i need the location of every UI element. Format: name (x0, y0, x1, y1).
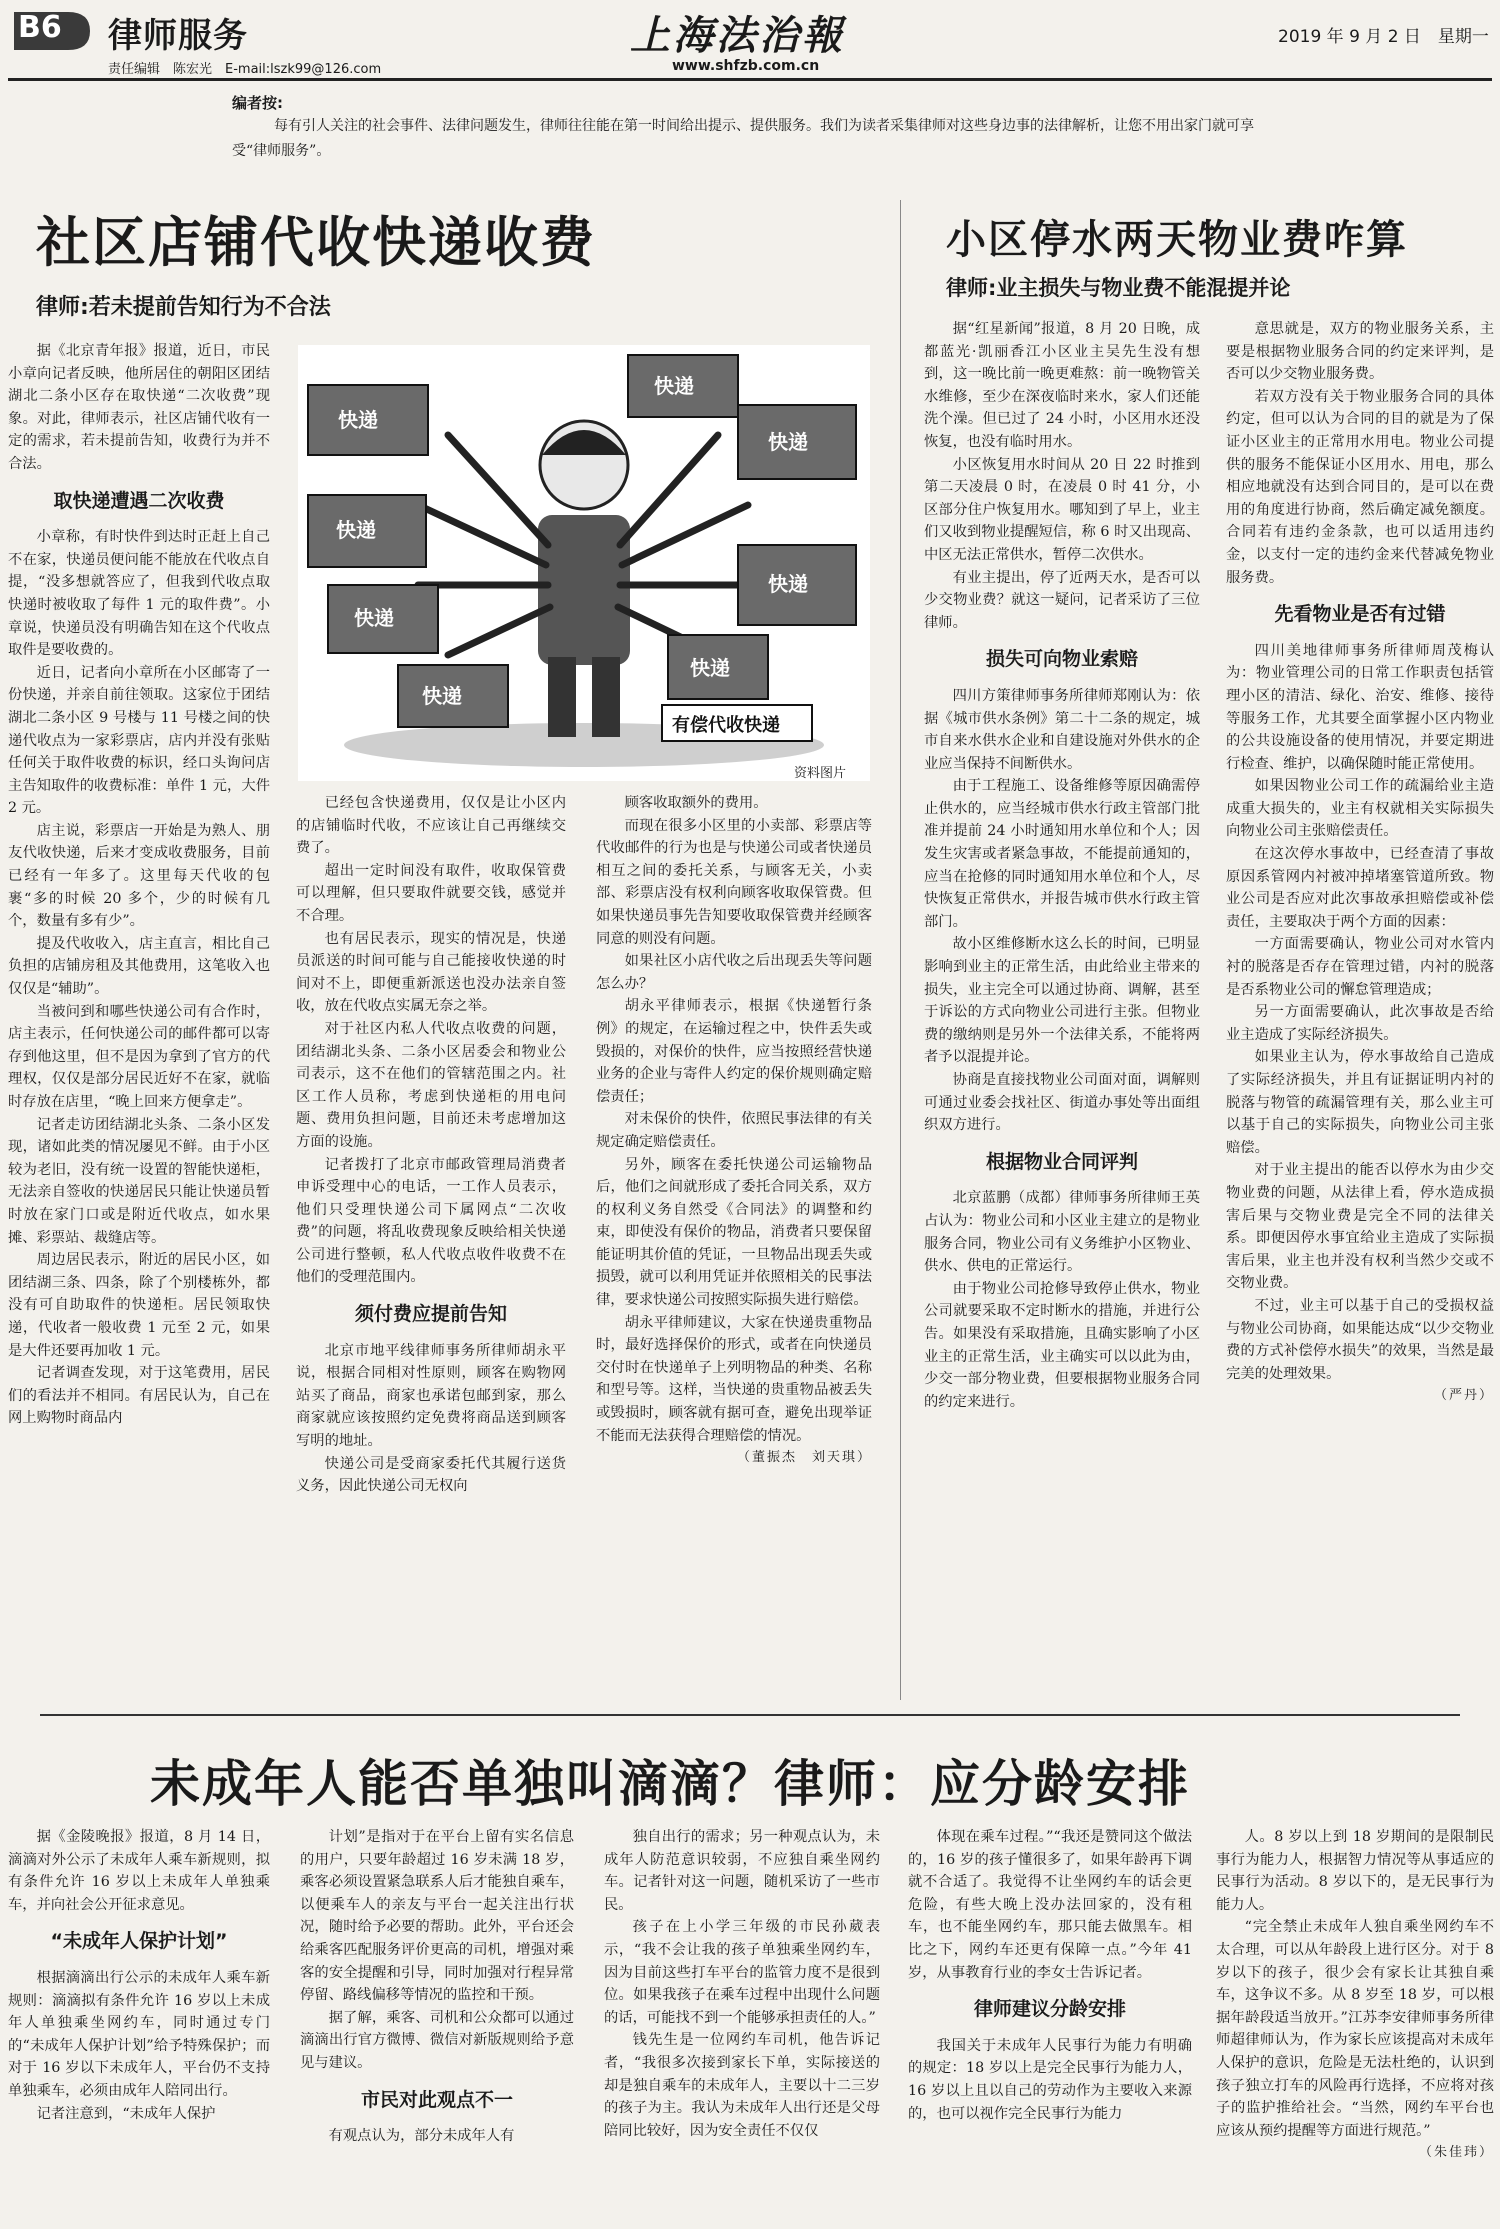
paragraph: 若双方没有关于物业服务合同的具体约定，但可以认为合同的目的就是为了保证小区业主的正常用水用电。物业公司提供的服务不能保证小区用水、用电，那么相应地就没有达到合同目的，是可以在费用的角度进行协商，然后确定减免额度。合同若有违约金条款，也可以适用违约金，以支付一定的违约金来代替减免物业服务费。 (1226, 388, 1494, 586)
article2-title: 小区停水两天物业费咋算 (946, 217, 1408, 263)
issue-date: 2019 年 9 月 2 日 星期一 (1278, 27, 1489, 47)
sign-label: 有偿代收快递 (672, 715, 780, 736)
section-subhead: 根据物业合同评判 (985, 1150, 1138, 1173)
article2-col2 (1226, 318, 1494, 1704)
paragraph: 孩子在上小学三年级的市民孙葳表示，“我不会让我的孩子单独乘坐网约车，因为目前这些打车平台的监管力度不是很到位。如果我孩子在乘车过程中出现什么问题的话，可能找不到一个能够承担责任的人。” (604, 1919, 880, 2026)
paragraph: 记者注意到，“未成年人保护 (36, 2105, 216, 2122)
column-divider (900, 200, 901, 1700)
parcel-label: 快递 (690, 656, 730, 680)
paragraph: 已经包含快递费用，仅仅是让小区内的店铺临时代收，不应该让自己再继续交费了。 (296, 795, 566, 857)
section-divider (40, 1714, 1460, 1716)
paragraph: 有业主提出，停了近两天水，是否可以少交物业费？就这一疑问，记者采访了三位律师。 (924, 569, 1200, 631)
paragraph: 据《北京青年报》报道，近日，市民小章向记者反映，他所居住的朝阳区团结湖北二条小区存在取快递“二次收费”现象。对此，律师表示，社区店铺代收有一定的需求，若未提前告知，收费行为并不合法。 (8, 343, 270, 472)
section-subhead: 律师建议分龄安排 (973, 1998, 1126, 2021)
paragraph: 小区恢复用水时间从 20 日 22 时推到第二天凌晨 0 时，在凌晨 0 时 41 分，小区部分住户恢复用水。哪知到了早上，业主们又收到物业提醒短信，称 6 时又出现高、中区无法正常供水，暂停二次供水。 (924, 456, 1200, 563)
article1-col3 (596, 792, 872, 1700)
paragraph: 如果业主认为，停水事故给自己造成了实际经济损失，并且有证据证明内衬的脱落与物管的疏漏管理有关，那么业主可以基于自己的实际损失，向物业公司主张赔偿。 (1226, 1049, 1494, 1156)
editor-note-label: 编者按: (232, 94, 283, 112)
paragraph: 而现在很多小区里的小卖部、彩票店等代收邮件的行为也是与快递公司或者快递员相互之间的委托关系，与顾客无关，小卖部、彩票店没有权利向顾客收取保管费。但如果快递员事先告知要收取保管费并经顾客同意的则没有问题。 (596, 817, 872, 947)
article3-col2 (300, 1826, 574, 2224)
paragraph: 记者走访团结湖北头条、二条小区发现，诸如此类的情况屡见不鲜。由于小区较为老旧，没有统一设置的智能快递柜，无法亲自签收的快递居民只能让快递员暂时放在家门口或是附近代收点，如水果摊、彩票站、裁缝店等。 (8, 1116, 270, 1246)
paragraph: 北京蓝鹏（成都）律师事务所律师王英占认为：物业公司和小区业主建立的是物业服务合同，物业公司有义务维护小区物业、供水、供电的正常运行。 (924, 1190, 1200, 1275)
article1-title: 社区店铺代收快递收费 (36, 211, 596, 274)
article3-title: 未成年人能否单独叫滴滴？律师：应分龄安排 (150, 1755, 1190, 1813)
article1-col2 (296, 792, 566, 1700)
paragraph: 提及代收收入，店主直言，相比自己负担的店铺房租及其他费用，这笔收入也仅仅是“辅助”。 (8, 935, 270, 998)
image-caption: 资料图片 (794, 766, 847, 781)
paragraph: 小章称，有时快件到达时正赶上自己不在家，快递员便问能不能放在代收点自提，“没多想就答应了，但我到代收点取快递时被收取了每件 1 元的取件费”。小章说，快递员没有明确告知在这个代收点取件是要收费的。 (8, 529, 270, 659)
article1-illustration (298, 345, 870, 781)
article1-col1 (8, 340, 270, 1700)
section-subhead: 取快递遭遇二次收费 (53, 489, 225, 512)
paragraph: 近日，记者向小章所在小区邮寄了一份快递，并亲自前往领取。这家位于团结湖北二条小区 9 号楼与 11 号楼之间的快递代收点为一家彩票店，店内并没有张贴任何关于取件收费的标识，经口头询问店主告知取件的收费标准：单件 1 元，大件 2 元。 (8, 664, 270, 817)
paragraph: 另外，顾客在委托快递公司运输物品后，他们之间就形成了委托合同关系，双方的权利义务自然受《合同法》的调整和约束，即使没有保价的物品，消费者只要保留能证明其价值的凭证，一旦物品出现丢失或损毁，就可以利用凭证并依照相关的民事法律，要求快递公司按照实际损失进行赔偿。 (596, 1156, 872, 1309)
paragraph: 故小区维修断水这么长的时间，已明显影响到业主的正常生活，由此给业主带来的损失，业主完全可以通过协商、调解，甚至于诉讼的方式向物业公司进行主张。但物业费的缴纳则是另外一个法律关系，不能将两者予以混提并论。 (924, 936, 1200, 1066)
section-subhead: 须付费应提前告知 (354, 1303, 507, 1326)
paragraph: 如果社区小店代收之后出现丢失等问题怎么办？ (596, 953, 872, 992)
paragraph: 由于物业公司抢修导致停止供水，物业公司就要采取不定时断水的措施，并进行公告。如果没有采取措施，且确实影响了小区业主的正常生活，业主确实可以以此为由，少交一部分物业费，但要根据物业服务合同的约定来进行。 (924, 1280, 1200, 1410)
section-subhead: 损失可向物业索赔 (985, 648, 1138, 671)
article3-col5 (1216, 1826, 1494, 2224)
paragraph: 有观点认为，部分未成年人有 (328, 2128, 515, 2145)
paragraph: 如果因物业公司工作的疏漏给业主造成重大损失的，业主有权就相关实际损失向物业公司主张赔偿责任。 (1226, 778, 1494, 840)
paragraph: 体现在乘车过程。”“我还是赞同这个做法的，16 岁的孩子懂很多了，如果年龄再下调就不合适了。我觉得不让坐网约车的话会更危险，有些大晚上没办法回家的，没有租车，也不能坐网约车，那只能去做黑车。相比之下，网约车还更有保障一点。”今年 41 岁，从事教育行业的李女士告诉记者。 (908, 1829, 1192, 1981)
paragraph: 钱先生是一位网约车司机，他告诉记者，“我很多次接到家长下单，实际接送的却是独自乘车的未成年人，主要以十二三岁的孩子为主。我认为未成年人出行还是父母陪同比较好，因为安全责任不仅仅 (604, 2032, 880, 2139)
paragraph: 四川方策律师事务所律师郑刚认为：依据《城市供水条例》第二十二条的规定，城市自来水供水企业和自建设施对外供水的企业应当保持不间断供水。 (924, 687, 1200, 772)
paragraph: 对未保价的快件，依照民事法律的有关规定确定赔偿责任。 (596, 1111, 872, 1150)
section-subhead: 先看物业是否有过错 (1274, 603, 1446, 626)
paragraph: 另一方面需要确认，此次事故是否给业主造成了实际经济损失。 (1226, 1004, 1494, 1043)
paragraph: 店主说，彩票店一开始是为熟人、朋友代收快递，后来才变成收费服务，目前已经有一年多了。这里每天代收的包裹“多的时候 20 多个，少的时候有几个，数量有多有少”。 (8, 822, 270, 930)
section-title: 律师服务 (108, 16, 248, 56)
paragraph: 意思就是，双方的物业服务关系，主要是根据物业服务合同的约定来评判，是否可以少交物业服务费。 (1226, 321, 1494, 383)
paragraph: 快递公司是受商家委托代其履行送货义务，因此快递公司无权向 (296, 1455, 566, 1495)
article3-col1 (8, 1826, 270, 2224)
paragraph: 记者拨打了北京市邮政管理局消费者申诉受理中心的电话，一工作人员表示，他们只受理快递公司下属网点“二次收费”的问题，将乱收费现象反映给相关快递公司进行整顿，私人代收点收件收费不在他们的受理范围内。 (296, 1156, 566, 1286)
parcel-label: 快递 (422, 684, 462, 708)
byline: （严丹） (1433, 1388, 1494, 1404)
editor-note-text: 每有引人关注的社会事件、法律问题发生，律师往往能在第一时间给出提示、提供服务。我们为读者采集律师对这些身边事的法律解析，让您不用出家门就可享受“律师服务”。 (232, 118, 1254, 159)
editor-line: 责任编辑 陈宏光 E-mail:lszk99@126.com (108, 62, 382, 77)
paragraph: 记者调查发现，对于这笔费用，居民们的看法并不相同。有居民认为，自己在网上购物时商品内 (8, 1365, 270, 1427)
paragraph: 顾客收取额外的费用。 (624, 795, 768, 811)
parcel-label: 快递 (768, 430, 808, 454)
header-rule (8, 78, 1492, 81)
paragraph: 周边居民表示，附近的居民小区，如团结湖三条、四条，除了个别楼栋外，都没有可自助取件的快递柜。居民领取快递，代收者一般收费 1 元至 2 元，如果是大件还要再加收 1 元。 (8, 1252, 270, 1359)
paragraph: 一方面需要确认，物业公司对水管内衬的脱落是否存在管理过错，内衬的脱落是否系物业公司的懈怠管理造成； (1226, 936, 1494, 998)
page-badge-label: B6 (18, 10, 62, 45)
paragraph: 据“红星新闻”报道，8 月 20 日晚，成都蓝光·凯丽香江小区业主吴先生没有想到，这一晚比前一晚更难熬：前一晚物管关水维修，至少在深夜临时来水，家人们还能洗个澡。但已过了 24 小时，小区用水还没恢复，也没有临时用水。 (924, 321, 1200, 450)
paragraph: 当被问到和哪些快递公司有合作时，店主表示，任何快递公司的邮件都可以寄存到他这里，但不是因为拿到了官方的代理权，仅仅是部分居民近好不在家，就临时存放在店里，“晚上回来方便拿走”。 (8, 1003, 270, 1110)
page-badge (8, 6, 92, 50)
paragraph: “完全禁止未成年人独自乘坐网约车不太合理，可以从年龄段上进行区分。对于 8 岁以下的孩子，很少会有家长让其独自乘车，这争议不多。从 8 岁至 18 岁，可以根据年龄段适当放开。”江苏李安律师事务所律师超律师认为，作为家长应该提高对未成年人保护的意识，危险是无法杜绝的，认识到孩子独立打车的风险再行选择，不应将对孩子的监护推给社会。“当然，网约车平台也应该从预约提醒等方面进行规范。” (1216, 1919, 1494, 2139)
parcel-label: 快递 (654, 374, 694, 398)
paragraph: 我国关于未成年人民事行为能力有明确的规定：18 岁以上是完全民事行为能力人，16 岁以上且以自己的劳动作为主要收入来源的，也可以视作完全民事行为能力 (908, 2037, 1192, 2122)
byline: （朱佳玮） (1418, 2145, 1494, 2161)
paragraph: 协商是直接找物业公司面对面，调解则可通过业委会找社区、街道办事处等出面组织双方进行。 (924, 1072, 1200, 1134)
section-subhead: 市民对此观点不一 (360, 2088, 513, 2111)
parcel-label: 快递 (768, 572, 808, 596)
paragraph: 超出一定时间没有取件，收取保管费可以理解，但只要取件就要交钱，感觉并不合理。 (296, 862, 566, 924)
paragraph: 也有居民表示，现实的情况是，快递员派送的时间可能与自己能接收快递的时间对不上，即便重新派送也没办法亲自签收，放在代收点实属无奈之举。 (296, 930, 566, 1015)
paragraph: 在这次停水事故中，已经查清了事故原因系管网内衬被冲掉堵塞管道所致。物业公司是否应对此次事故承担赔偿或补偿责任，主要取决于两个方面的因素： (1226, 846, 1494, 930)
paragraph: 北京市地平线律师事务所律师胡永平说，根据合同相对性原则，顾客在购物网站买了商品，商家也承诺包邮到家，那么商家就应该按照约定免费将商品送到顾客写明的地址。 (296, 1342, 566, 1450)
paragraph: 人。8 岁以上到 18 岁期间的是限制民事行为能力人，根据智力情况等从事适应的民事行为活动。8 岁以下的，是无民事行为能力人。 (1216, 1829, 1494, 1913)
section-subhead: “未成年人保护计划” (50, 1930, 228, 1953)
paragraph: 独自出行的需求；另一种观点认为，未成年人防范意识较弱，不应独自乘坐网约车。记者针对这一问题，随机采访了一些市民。 (604, 1829, 880, 1913)
site-url[interactable]: www.shfzb.com.cn (672, 58, 820, 74)
paragraph: 计划”是指对于在平台上留有实名信息的用户，只要年龄超过 16 岁未满 18 岁，乘客必须设置紧急联系人后才能独自乘车，以便乘车人的亲友与平台一起关注出行状况，随时给予必要的帮助。此外，平台还会给乘客匹配服务评价更高的司机，增强对乘客的安全提醒和引导，同时加强对行程异常停留、路线偏移等情况的监控和干预。 (300, 1829, 574, 2004)
courier-cartoon (298, 345, 870, 781)
masthead: 上海法治報 (630, 12, 845, 59)
paragraph: 对于业主提出的能否以停水为由少交物业费的问题，从法律上看，停水造成损害后果与交物业费是完全不同的法律关系。即便因停水事宜给业主造成了实际损害后果，业主也并没有权利当然少交或不交物业费。 (1226, 1162, 1494, 1292)
paragraph: 据了解，乘客、司机和公众都可以通过滴滴出行官方微博、微信对新版规则给予意见与建议。 (300, 2009, 574, 2071)
article2-subtitle: 律师:业主损失与物业费不能混提并论 (946, 276, 1291, 300)
paragraph: 根据滴滴出行公示的未成年人乘车新规则：滴滴拟有条件允许 16 岁以上未成年人单独乘坐网约车，同时通过专门的“未成年人保护计划”给予特殊保护；而对于 16 岁以下未成年人，平台仍不支持单独乘车，必须由成年人陪同出行。 (8, 1969, 270, 2099)
paragraph: 对于社区内私人代收点收费的问题，团结湖北头条、二条小区居委会和物业公司表示，这不在他们的管辖范围之内。社区工作人员称，考虑到快递柜的用电问题、费用负担问题，目前还未考虑增加这方面的设施。 (296, 1020, 566, 1150)
article1-subtitle: 律师:若未提前告知行为不合法 (36, 295, 331, 320)
article2-col1 (924, 318, 1200, 1704)
paragraph: 四川美地律师事务所律师周茂梅认为：物业管理公司的日常工作职责包括管理小区的清洁、绿化、治安、维修、接待等服务工作，尤其要全面掌握小区内物业的公共设施设备的使用情况，并要定期进行检查、维护，以确保随时能正常使用。 (1226, 642, 1494, 772)
paragraph: 据《金陵晚报》报道，8 月 14 日，滴滴对外公示了未成年人乘车新规则，拟有条件允许 16 岁以上未成年人单独乘车，并向社会公开征求意见。 (8, 1829, 270, 1913)
parcel-label: 快递 (354, 606, 394, 630)
paragraph: 胡永平律师建议，大家在快递贵重物品时，最好选择保价的形式，或者在向快递员交付时在快递单子上列明物品的种类、名称和型号等。这样，当快递的贵重物品被丢失或毁损时，顾客就有据可查，避免出现举证不能而无法获得合理赔偿的情况。 (596, 1314, 872, 1444)
byline: （董振杰 刘天琪） (736, 1450, 872, 1466)
parcel-label: 快递 (336, 518, 376, 542)
article3-col4 (908, 1826, 1192, 2224)
article3-col3 (604, 1826, 880, 2224)
parcel-label: 快递 (338, 408, 378, 432)
paragraph: 胡永平律师表示，根据《快递暂行条例》的规定，在运输过程之中，快件丢失或毁损的，对保价的快件，应当按照经营快递业务的企业与寄件人约定的保价规则确定赔偿责任； (596, 998, 872, 1105)
paragraph: 由于工程施工、设备维修等原因确需停止供水的，应当经城市供水行政主管部门批准并提前 24 小时通知用水单位和个人；因发生灾害或者紧急事故，不能提前通知的，应当在抢修的同时通知用水单位和个人，尽快恢复正常供水，并报告城市供水行政主管部门。 (924, 778, 1200, 930)
paragraph: 不过，业主可以基于自己的受损权益与物业公司协商，如果能达成“以少交物业费的方式补偿停水损失”的效果，当然是最完美的处理效果。 (1226, 1297, 1494, 1382)
